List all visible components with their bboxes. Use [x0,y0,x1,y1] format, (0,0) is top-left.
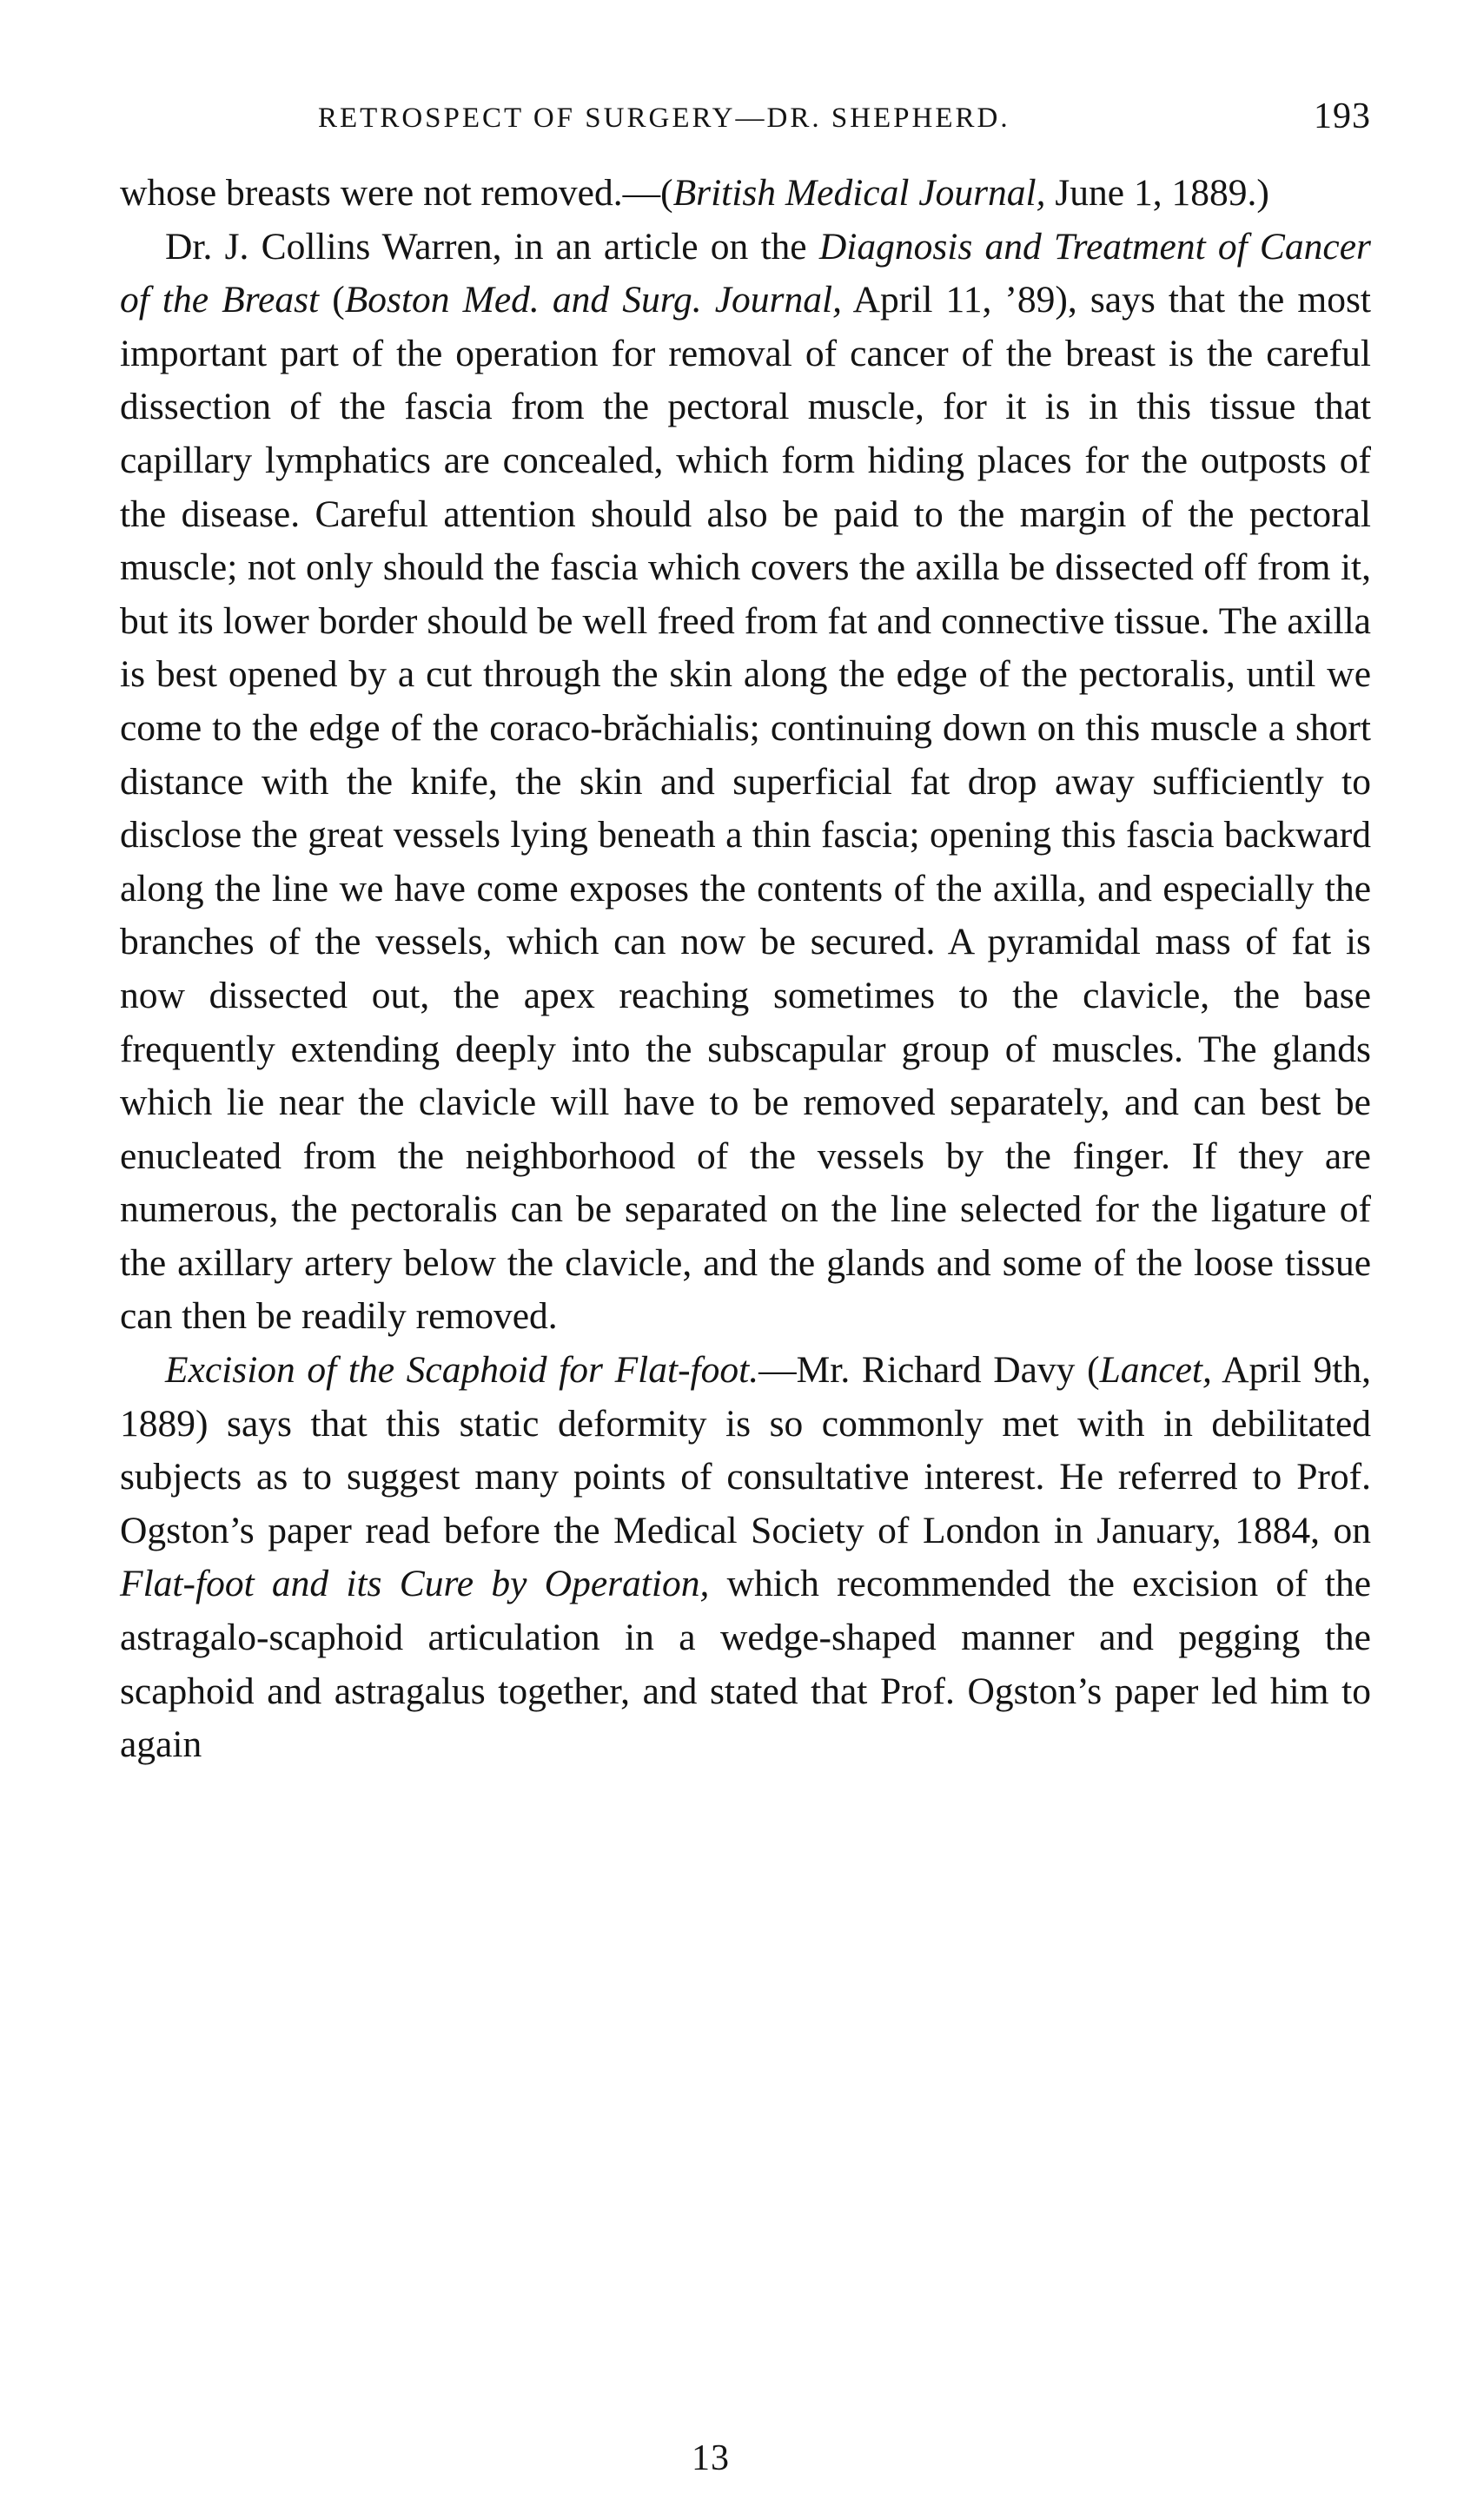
text-run: which recommended the excision of the astragalo-scaphoid articulation in a wedge-shaped manner and pegging the scaphoid and astragalus together, and stated that Prof. Ogston’s paper led him to again [120,1563,1371,1766]
journal-citation: British Medical Journal, [672,172,1046,214]
text-run: Dr. J. Collins Warren, in an article on the [165,225,819,268]
paper-title: Flat-foot and its Cure by Operation, [120,1563,710,1605]
signature-mark [0,2437,1477,2479]
running-head [120,83,1371,144]
page-number: 193 [1314,96,1371,136]
paragraph-scaphoid [120,1344,1371,1772]
article-title: Diagnosis and Treatment of Cancer of the Breast [120,225,1371,321]
text-run: whose breasts were not removed.—( [120,172,673,214]
signature-number: 13 [692,2438,730,2478]
text-run: April 9th, 1889) says that this static deformity is so commonly met with in debilitated subjects as to suggest many points of consultative interest. He referred to Prof. Ogston’s paper read before the Medical Society of London in January, 1884, on [120,1349,1371,1551]
text-run: April 11, ’89), says that the most important part of the operation for removal of cancer of the breast is the careful dissection of the fascia from the pectoral muscle, for it is in this tissue that capillary lymphatics are concealed, which form hiding places for the outposts of the disease. Careful attention should also be paid to the margin of the pectoral muscle; not only should the fascia which covers the axilla be dissected off from it, but its lower border should be well freed from fat and connective tissue. The axilla is best opened by a cut through the skin along the edge of the pectoralis, until we come to the edge of the coraco-brăchialis; continuing down on this muscle a short distance with the knife, the skin and superficial fat drop away sufficiently to disclose the great vessels lying beneath a thin fascia; opening this fascia backward along the line we have come exposes the contents of the axilla, and especially the branches of the vessels, which can now be secured. A pyramidal mass of fat is now dissected out, the apex reaching sometimes to the clavicle, the base frequently extending deeply into the subscapular group of muscles. The glands which lie near the clavicle will have to be removed separately, and can best be enucleated from the neighborhood of the vessels by the finger. If they are numerous, the pectoralis can be separated on the line selected for the ligature of the axillary artery below the clavicle, and the glands and some of the loose tissue can then be readily removed. [120,279,1371,1338]
journal-citation: Boston Med. and Surg. Journal, [344,279,842,321]
section-heading: Excision of the Scaphoid for Flat-foot. [165,1349,759,1392]
book-page [120,83,1371,1772]
text-run: ( [319,279,345,321]
paragraph-warren [120,221,1371,1344]
text-run: —Mr. Richard Davy ( [758,1349,1100,1392]
running-title: RETROSPECT OF SURGERY—DR. SHEPHERD. [318,103,1010,134]
body-text [120,167,1371,1772]
text-run: June 1, 1889.) [1045,172,1269,214]
paragraph-continuation [120,167,1371,221]
journal-citation: Lancet, [1099,1349,1212,1392]
